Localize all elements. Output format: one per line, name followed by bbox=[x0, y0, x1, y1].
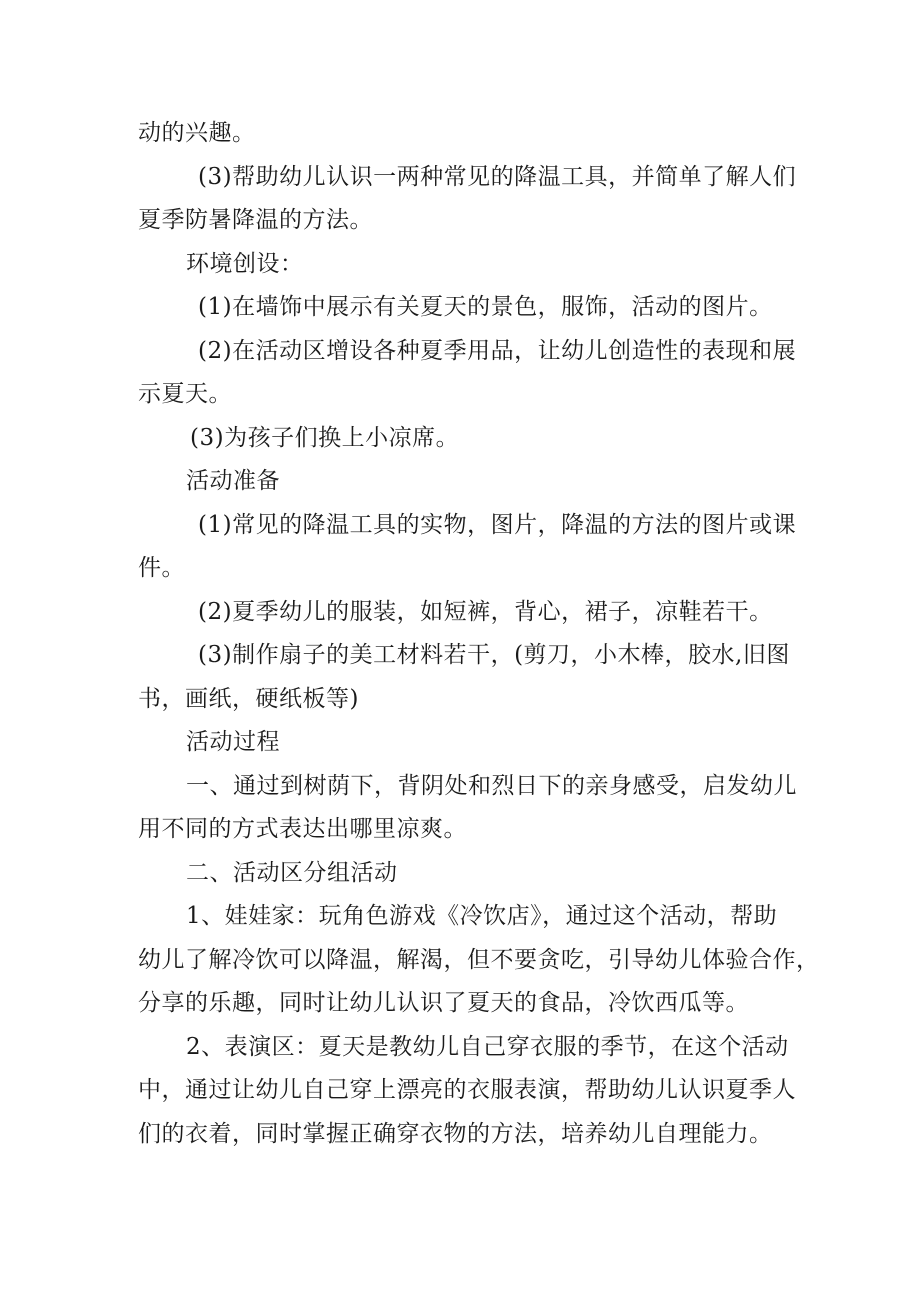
text-line: 动的兴趣。 bbox=[138, 120, 256, 146]
section-heading: 二、活动区分组活动 bbox=[186, 859, 398, 886]
text-line: 夏季防暑降温的方法。 bbox=[138, 207, 373, 233]
text-line: (3)为孩子们换上小凉席。 bbox=[190, 424, 460, 451]
text-line: (3)帮助幼儿认识一两种常见的降温工具，并简单了解人们 bbox=[198, 163, 797, 190]
section-heading: 环境创设： bbox=[186, 250, 304, 277]
section-heading: 活动过程 bbox=[186, 729, 280, 755]
text-line: (2)在活动区增设各种夏季用品，让幼儿创造性的表现和展 bbox=[198, 337, 797, 364]
text-line: (2)夏季幼儿的服装，如短裤，背心，裙子，凉鞋若干。 bbox=[198, 598, 773, 625]
text-line: (1)在墙饰中展示有关夏天的景色，服饰，活动的图片。 bbox=[198, 294, 773, 320]
text-line: (3)制作扇子的美工材料若干，(剪刀，小木棒，胶水,旧图 bbox=[198, 642, 790, 668]
section-heading: 活动准备 bbox=[186, 468, 280, 494]
text-line: 用不同的方式表达出哪里凉爽。 bbox=[138, 816, 467, 842]
text-line: 书，画纸，硬纸板等) bbox=[138, 685, 359, 712]
text-line: 1、娃娃家：玩角色游戏《冷饮店》，通过这个活动，帮助 bbox=[186, 903, 778, 929]
text-line: (1)常见的降温工具的实物，图片，降温的方法的图片或课 bbox=[198, 511, 797, 538]
text-line: 中，通过让幼儿自己穿上漂亮的衣服表演，帮助幼儿认识夏季人 bbox=[138, 1077, 796, 1103]
text-line: 幼儿了解冷饮可以降温，解渴，但不要贪吃，引导幼儿体验合作， bbox=[138, 946, 820, 973]
text-line: 示夏天。 bbox=[138, 381, 232, 407]
text-line: 们的衣着，同时掌握正确穿衣物的方法，培养幼儿自理能力。 bbox=[138, 1120, 773, 1147]
text-line: 一、通过到树荫下，背阴处和烈日下的亲身感受，启发幼儿 bbox=[186, 772, 797, 799]
text-line: 件。 bbox=[138, 555, 185, 581]
text-line: 2、表演区：夏天是教幼儿自己穿衣服的季节，在这个活动 bbox=[186, 1033, 789, 1060]
document-body bbox=[138, 112, 820, 1156]
text-line: 分享的乐趣，同时让幼儿认识了夏天的食品，冷饮西瓜等。 bbox=[138, 990, 749, 1016]
